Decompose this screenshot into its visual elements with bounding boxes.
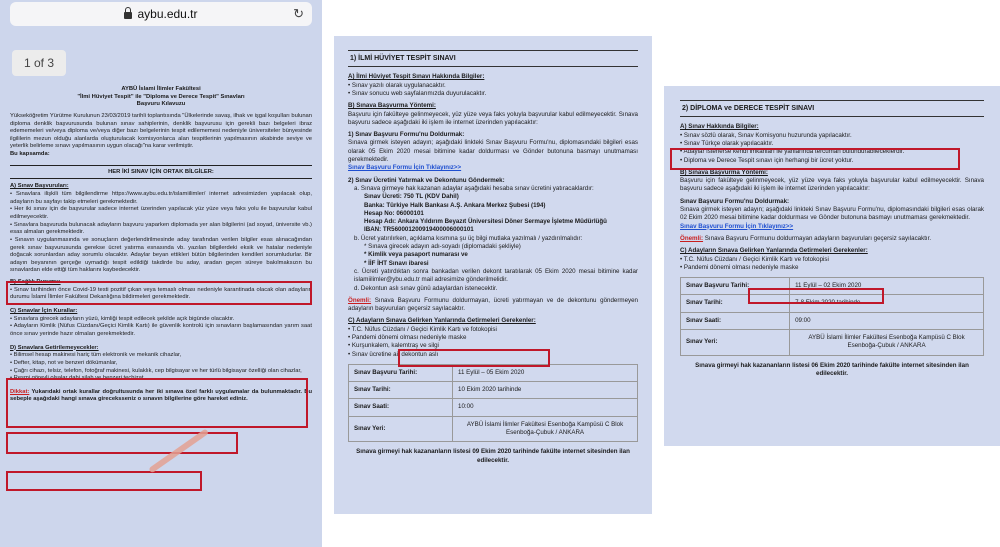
table-row: Sınav Tarihi: 10 Ekim 2020 tarihinde bbox=[349, 382, 638, 399]
section-a-item: • Sınavlara ilişkili tüm bilgilendirme https://www.aybu.edu.tr/islamiilimler/ internet adresimizden yapılacak olup, adayların bu sayfayı takip etmeleri gerekmektedir. bbox=[10, 191, 312, 205]
section-c-item: • Adayların Kimlik (Nüfus Cüzdanı/Geçici Kimlik Kartı) ile güvenlik kontrolü için sınavların başlamasından yarım saat önce sınav yerinde hazır olmaları gerekmektedir. bbox=[10, 323, 312, 337]
table-row: Sınav Başvuru Tarihi: 11 Eylül – 02 Ekim 2020 bbox=[681, 278, 984, 295]
bank-line: Hesap Adı: Ankara Yıldırım Beyazıt Üniversitesi Döner Sermaye İşletme Müdürlüğü bbox=[364, 218, 607, 226]
intro-end: Bu kapsamda: bbox=[10, 151, 50, 158]
page-indicator: 1 of 3 bbox=[12, 50, 66, 76]
table-row: Sınav Saati: 10:00 bbox=[349, 399, 638, 416]
b-heading: B) Sınava Başvurma Yöntemi: bbox=[680, 168, 768, 176]
b-text: Başvuru için fakülteye gelinmeyecek, yüz yüze veya faks yoluyla başvurular kabul edilmeyecektir. Sınava başvuru sadece aşağıdaki iki işlem ile internet üzerinden yapılacaktır: bbox=[680, 177, 984, 193]
bank-info bbox=[354, 193, 638, 234]
diploma-derece-page bbox=[664, 86, 1000, 446]
c-item: • Pandemi dönemi olması nedeniyle maske bbox=[680, 263, 799, 271]
step1-text: Sınava girmek isteyen adayın; aşağıdaki linkteki Sınav Başvuru Formu'nu, diplomasındaki bilgileri esas olarak 05 Ekim 2020 mesai bitimine kadar doldurması ve Gönder butonuna basmayı unutmaması gerekmektedir. bbox=[348, 139, 638, 164]
section-a-heading: A) Sınav Başvuruları: bbox=[10, 183, 69, 190]
footer-note: Sınava girmeyi hak kazananların listesi 06 Ekim 2020 tarihinde fakülte internet sitesinden ilan edilecektir. bbox=[695, 361, 969, 377]
a-item: • Sınav sonucu web sayfalarımızda duyurulacaktır. bbox=[348, 89, 487, 97]
intro-paragraph: Yükseköğretim Yürütme Kurulunun 23/03/2019 tarihli toplantısında "Ülkelerinde savaş, ilhak ve işgal koşulları bulunan diploma denklik başvurusunda bulunan sınav sahiplerinin, denklik başvurusu için gerekli bazı belgeleri ibraz edememeleri ve/veya diploma ve/veya diğer bazı belgelerinin tespit edilememesi nedeniyle üniversiteler bünyesinde ilgililerin mezun olduğu alanlarda oluşturulacak komisyonlarca alan tespitlerinin yapılmasının akabinde seviye ve yeterlik belirleme sınavı yapılmasının uygun olacağı"na karar verilmiştir. bbox=[10, 112, 312, 150]
doc-title-3: Başvuru Kılavuzu bbox=[136, 101, 186, 108]
table-row: Sınav Yeri: AYBÜ İslami İlimler Fakültesi Esenboğa Kampüsü C Blok Esenboğa-Çubuk / ANKARA bbox=[681, 330, 984, 356]
mobile-browser-panel bbox=[0, 0, 322, 547]
step2-heading: 2) Sınav Ücretini Yatırmak ve Dekontunu Göndermek: bbox=[348, 176, 505, 184]
bank-line: Hesap No: 06000101 bbox=[364, 209, 424, 217]
section-a-item: • Her iki sınav için de başvurular sadece internet üzerinden yapılacak yüz yüze veya faks yolu ile başvurular kabul edilmeyecektir. bbox=[10, 206, 312, 220]
ilmi-huviyet-page bbox=[334, 36, 652, 514]
step2-d: d. Dekontun aslı sınav günü adaylardan istenecektir. bbox=[354, 284, 498, 292]
highlight-box bbox=[670, 148, 960, 170]
section-title: 1) İLMİ HÜVİYET TESPİT SINAVI bbox=[348, 50, 638, 67]
c-item: • Sınav ücretine ait dekontun aslı bbox=[348, 350, 439, 358]
step2-a: a. Sınava girmeye hak kazanan adaylar aşağıdaki hesaba sınav ücretini yatıracaklardır: bbox=[354, 184, 594, 192]
step2-block bbox=[348, 185, 638, 293]
section-d-heading: D) Sınavlara Getirilemeyecekler: bbox=[10, 344, 99, 351]
table-row: Sınav Başvuru Tarihi: 11 Eylül – 05 Ekim 2020 bbox=[349, 364, 638, 381]
exam-info-table bbox=[348, 364, 638, 442]
highlight-box bbox=[6, 378, 308, 428]
section-title: 2) DİPLOMA ve DERECE TESPİT SINAVI bbox=[680, 100, 984, 117]
a-item: • Sınav sözlü olarak, Sınav Komisyonu huzurunda yapılacaktır. bbox=[680, 131, 852, 139]
highlight-box bbox=[398, 349, 550, 367]
url-bar[interactable] bbox=[10, 2, 312, 26]
section-b-heading: B) Sağlık Durumu: bbox=[10, 279, 61, 286]
footer-note: Sınava girmeyi hak kazananların listesi 09 Ekim 2020 tarihinde fakülte internet sitesinden ilan edilecektir. bbox=[356, 448, 630, 464]
doc-title-1: AYBÜ İslami İlimler Fakültesi bbox=[121, 86, 201, 92]
c-heading: C) Adayların Sınava Gelirken Yanlarında Getirmeleri Gerekenler: bbox=[348, 317, 536, 325]
highlight-box bbox=[6, 471, 202, 491]
table-row: Sınav Saati: 09:00 bbox=[681, 312, 984, 329]
important-label: Önemli: bbox=[680, 234, 704, 242]
step2-b-list bbox=[354, 243, 638, 268]
lock-icon bbox=[124, 12, 132, 19]
common-heading: HER İKİ SINAV İÇİN ORTAK BİLGİLER: bbox=[108, 168, 214, 175]
application-form-link[interactable]: Sınav Başvuru Formu İçin Tıklayınız>> bbox=[680, 222, 794, 230]
bank-line: IBAN: TR560001200919400006000101 bbox=[364, 226, 474, 234]
highlight-box bbox=[6, 281, 312, 305]
step2-b: b. Ücret yatırılırken, açıklama kısmına şu üç bilgi mutlaka yazılmalı / yazdırılmalıdır: bbox=[354, 234, 583, 242]
section-d-item: • Bilimsel hesap makinesi hariç tüm elektronik ve mekanik cihazlar, bbox=[10, 352, 182, 359]
important-label: Önemli: bbox=[348, 296, 372, 304]
a-item: • Sınav Türkçe olarak yapılacaktır. bbox=[680, 139, 774, 147]
b-heading: B) Sınava Başvurma Yöntemi: bbox=[348, 102, 436, 110]
c-item: • Kurşunkalem, kalemtraş ve silgi bbox=[348, 342, 439, 350]
step1-heading: 1) Sınav Başvuru Formu'nu Doldurmak: bbox=[348, 131, 465, 139]
important-note bbox=[680, 235, 984, 243]
section-b-text: • Sınav tarihinden önce Covid-19 testi pozitif çıkan veya temaslı olması nedeniyle karantinada olacak olan adayların durumu İslami İlimler Fakültesi Dekanlığına bildirmeleri gerekmektedir. bbox=[10, 286, 312, 301]
section-d-item: • Resmi görevli olsalar dahi silah ve benzeri teçhizat. bbox=[10, 375, 146, 382]
table-row: Sınav Tarihi: 7-8 Ekim 2020 tarihinde bbox=[681, 295, 984, 312]
step2-b-item: * İİF İHT Sınavı ibaresi bbox=[364, 259, 429, 267]
section-a-item: • Sınavlara başvuruda bulunacak adayların başvuru yaparken diplomada yer alan bilgilerini (ad soyad, üniversite vb.) esas almaları gerekmektedir. bbox=[10, 221, 312, 236]
application-form-link[interactable]: Sınav Başvuru Formu İçin Tıklayınız>> bbox=[348, 164, 462, 172]
doc-title-2: "İlmi Hüviyet Tespit" ile "Diploma ve Derece Tespit" Sınavları bbox=[77, 93, 245, 100]
important-text: Sınava Başvuru Formunu doldurmayan adayların başvuruları geçersiz sayılacaktır. bbox=[704, 234, 932, 242]
a-item: • Diploma ve Derece Tespit sınavı için herhangi bir ücret yoktur. bbox=[680, 156, 854, 164]
a-heading: A) İlmi Hüviyet Tespit Sınavı Hakkında Bilgiler: bbox=[348, 73, 485, 81]
a-item: • Sınav yazılı olarak uygulanacaktır. bbox=[348, 81, 446, 89]
table-row: Sınav Yeri: AYBÜ İslami İlimler Fakültesi Esenboğa Kampüsü C Blok Esenboğa-Çubuk / ANKARA bbox=[349, 416, 638, 442]
a-heading: A) Sınav Hakkında Bilgiler: bbox=[680, 123, 759, 131]
step1-heading: Sınav Başvuru Formu'nu Doldurmak: bbox=[680, 197, 790, 205]
c-item: • T.C. Nüfus Cüzdanı / Geçici Kimlik Kartı ve fotokopisi bbox=[348, 325, 497, 333]
step1-text: Sınava girmek isteyen adayın; aşağıdaki linkteki Sınav Başvuru Formu'nu, diplomasındaki bilgileri esas olarak 02 Ekim 2020 mesai bitimine kadar doldurması ve Gönder butonuna basmayı unutmaması gerekmektedir. bbox=[680, 206, 984, 222]
url-text: aybu.edu.tr bbox=[137, 7, 198, 21]
section-c-item: • Sınavlara girecek adayların yüzü, kimliği tespit edilecek şekilde açık bigünde olacaktır. bbox=[10, 315, 235, 322]
step2-b-item: * Kimlik veya pasaport numarası ve bbox=[364, 251, 468, 259]
section-c-heading: C) Sınavlar İçin Kurallar: bbox=[10, 308, 78, 315]
section-d-item: • Çağrı cihazı, telsiz, telefon, fotoğraf makinesi, kulaklık, cep bilgisayar ve her türlü bilgisayar özelliği olan cihazlar, bbox=[10, 367, 302, 374]
a-item: • Adaylar isterlerse kendi imkanları ile yanlarında tercüman bulundurabileceklerdir. bbox=[680, 148, 905, 156]
bank-line: Sınav Ücreti: 750 TL (KDV Dahil) bbox=[364, 193, 459, 201]
section-d-item: • Defter, kitap, not ve benzeri dökümanlar, bbox=[10, 359, 118, 366]
c-item: • Pandemi dönemi olması nedeniyle maske bbox=[348, 333, 467, 341]
bank-line: Banka: Türkiye Halk Bankası A.Ş. Ankara Merkez Şubesi (194) bbox=[364, 201, 546, 209]
important-text: Sınava Başvuru Formunu doldurmayan, ücreti yatırmayan ve de dekontunu göndermeyen adayların başvuruları geçersiz sayılacaktır. bbox=[348, 296, 638, 313]
reload-icon[interactable]: ↻ bbox=[293, 6, 304, 21]
section-a-item: • Sınavın uygulanmasında ve sonuçların değerlendirilmesinde aday tarafından verilen bilgiler esas alınacağından gerek sınav başvurusunda gerekse ücret yatırma esnasında vb. yazılan bilgilerdeki eksik ve hatalar nedeniyle doğacak sorunlardan aday sorumlu olacaktır. Adaylar beyan ettikleri bütün bilgilerinden kendileri sorumludurlar. Bir adayın beyanının gerçeğe uymadığı tespit edildiği takdirde bu aday, aradan geçen süreye bakılmaksızın bu sınavlardan elde ettiği tüm haklarını kaybedecektir. bbox=[10, 236, 312, 274]
step2-c: c. Ücreti yatırdıktan sonra bankadan verilen dekont taratılarak 05 Ekim 2020 mesai bitimine kadar islamiilimler@ybu.edu.tr mail adresimize gönderilmelidir. bbox=[354, 267, 638, 284]
step2-b-item: * Sınava girecek adayın adı-soyadı (diplomadaki şekliyle) bbox=[364, 243, 521, 251]
important-note bbox=[348, 297, 638, 314]
c-heading: C) Adayların Sınava Gelirken Yanlarında Getirmeleri Gerekenler: bbox=[680, 247, 868, 255]
b-text: Başvuru için fakülteye gelinmeyecek, yüz yüze veya faks yoluyla başvurular kabul edilmeyecektir. Sınava başvuru sadece aşağıdaki iki işlem ile internet üzerinden yapılacaktır: bbox=[348, 110, 638, 126]
c-item: • T.C. Nüfus Cüzdanı / Geçici Kimlik Kartı ve fotokopisi bbox=[680, 255, 829, 263]
highlight-box bbox=[748, 288, 884, 304]
warning-label: Dikkat: bbox=[10, 388, 30, 395]
warning-text: Yukarıdaki ortak kurallar doğrultusunda her iki sınava özel farklı uygulamalar da bulunmaktadır. Bu sebeple aşağıdaki hangi sınava gireceksseniz o sınavın bilgilerine göre hareket ediniz. bbox=[10, 388, 312, 403]
guide-document bbox=[10, 86, 312, 404]
